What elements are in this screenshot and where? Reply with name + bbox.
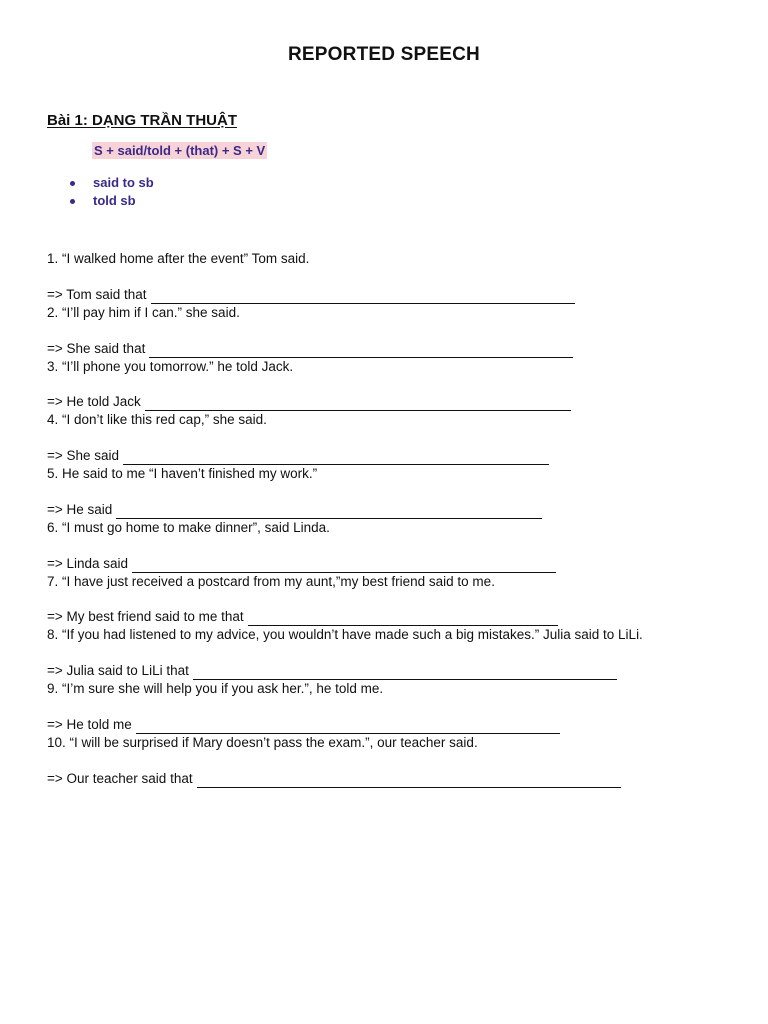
answer-blank[interactable] bbox=[248, 611, 558, 626]
bullet-list bbox=[70, 174, 154, 210]
answer-7 bbox=[47, 600, 737, 627]
answer-2 bbox=[47, 331, 737, 358]
answer-prefix: => My best friend said to me that bbox=[47, 609, 244, 625]
answer-prefix: => He said bbox=[47, 501, 113, 517]
bullet-item bbox=[70, 192, 154, 210]
answer-prefix: => Julia said to LiLi that bbox=[47, 663, 189, 679]
answer-blank[interactable] bbox=[132, 558, 556, 573]
answer-prefix: => She said bbox=[47, 448, 120, 464]
answer-blank[interactable] bbox=[123, 450, 549, 465]
answer-8 bbox=[47, 653, 737, 680]
question-9: 9. “I’m sure she will help you if you ask her.”, he told me. bbox=[47, 681, 384, 697]
question-8: 8. “If you had listened to my advice, you wouldn’t have made such a big mistakes.” Julia said to LiLi. bbox=[47, 627, 643, 643]
answer-prefix: => She said that bbox=[47, 340, 146, 356]
question-3: 3. “I’ll phone you tomorrow.” he told Jack. bbox=[47, 358, 294, 374]
bullet-text: told sb bbox=[93, 193, 136, 208]
answer-blank[interactable] bbox=[193, 665, 617, 680]
bullet-dot-icon bbox=[70, 181, 75, 186]
answer-blank[interactable] bbox=[145, 396, 571, 411]
question-1: 1. “I walked home after the event” Tom said. bbox=[47, 251, 310, 266]
answer-prefix: => Our teacher said that bbox=[47, 770, 193, 786]
answer-1 bbox=[47, 277, 737, 304]
question-7: 7. “I have just received a postcard from my aunt,”my best friend said to me. bbox=[47, 573, 495, 589]
bullet-dot-icon bbox=[70, 199, 75, 204]
question-5: 5. He said to me “I haven’t finished my work.” bbox=[47, 466, 318, 482]
section-heading: Bài 1: DẠNG TRẦN THUẬT bbox=[47, 112, 237, 129]
bullet-text: said to sb bbox=[93, 175, 154, 190]
answer-blank[interactable] bbox=[197, 773, 621, 788]
answer-blank[interactable] bbox=[149, 343, 573, 358]
answer-prefix: => Linda said bbox=[47, 555, 129, 571]
answer-3 bbox=[47, 384, 737, 411]
answer-blank[interactable] bbox=[116, 504, 542, 519]
answer-4 bbox=[47, 438, 737, 465]
bullet-item bbox=[70, 174, 154, 192]
question-4: 4. “I don’t like this red cap,” she said. bbox=[47, 412, 267, 428]
answer-6 bbox=[47, 546, 737, 573]
answer-9 bbox=[47, 707, 737, 734]
answer-prefix: => He told Jack bbox=[47, 394, 141, 410]
answer-10 bbox=[47, 761, 737, 788]
answer-blank[interactable] bbox=[151, 289, 575, 304]
page-title: REPORTED SPEECH bbox=[288, 44, 480, 65]
question-6: 6. “I must go home to make dinner”, said Linda. bbox=[47, 519, 330, 535]
question-10: 10. “I will be surprised if Mary doesn’t pass the exam.”, our teacher said. bbox=[47, 735, 478, 751]
answer-prefix: => He told me bbox=[47, 717, 132, 733]
exercise-list bbox=[47, 250, 737, 788]
answer-blank[interactable] bbox=[136, 719, 560, 734]
question-2: 2. “I’ll pay him if I can.” she said. bbox=[47, 304, 240, 320]
answer-5 bbox=[47, 492, 737, 519]
formula-highlight: S + said/told + (that) + S + V bbox=[94, 143, 266, 158]
answer-prefix: => Tom said that bbox=[47, 286, 147, 302]
